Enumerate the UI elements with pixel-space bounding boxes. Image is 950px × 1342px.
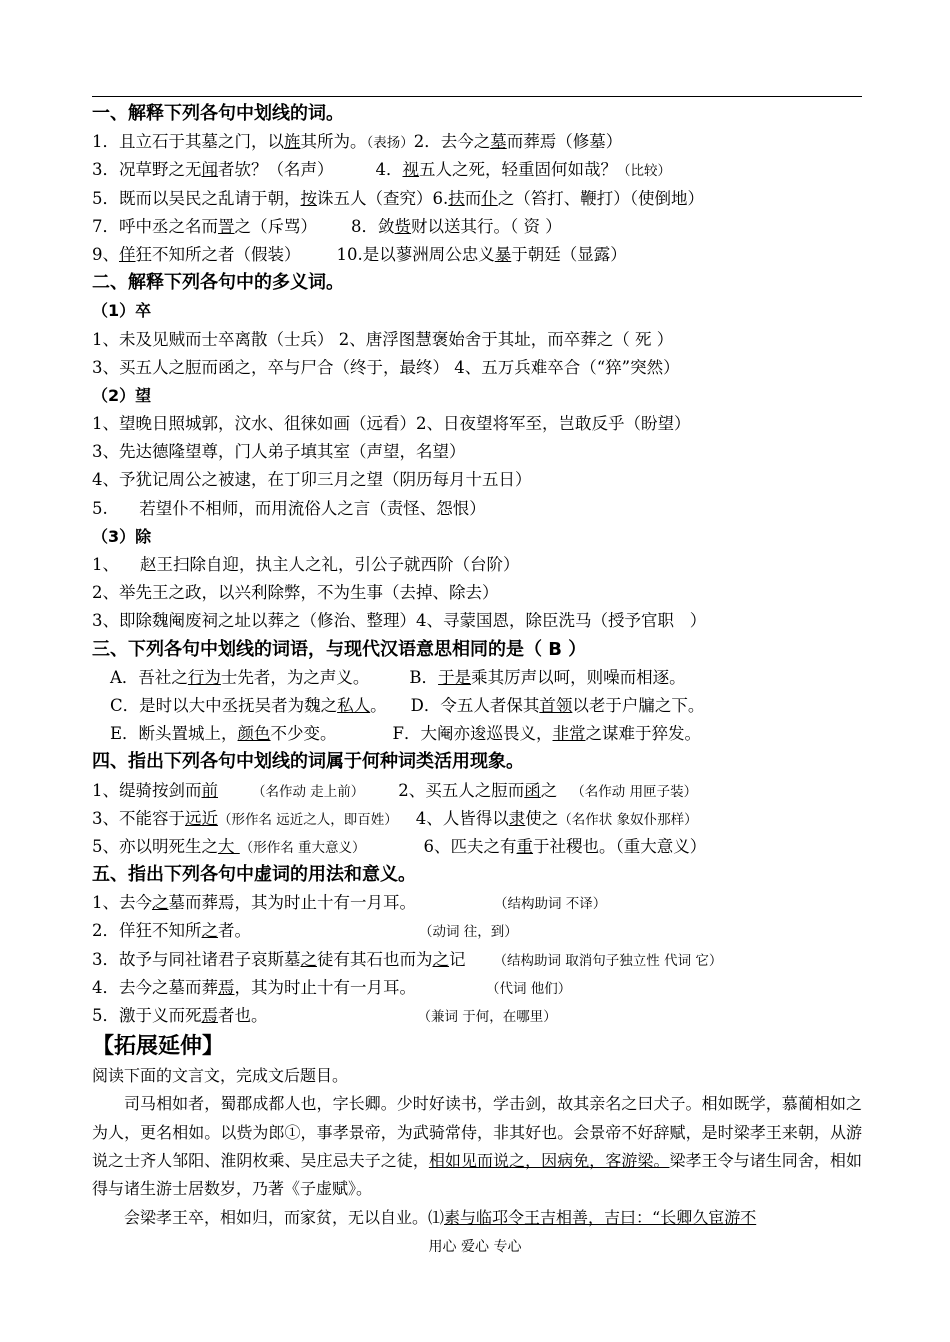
underlined-word: 詈 (218, 216, 235, 236)
answer: （名作动 走上前） (252, 783, 365, 800)
text: D．令五人者保其 (410, 695, 540, 715)
underlined-word: 佯 (119, 244, 136, 264)
underlined-word: 墓 (490, 132, 507, 152)
text: 5．既而以吴民之乱请于朝， (92, 188, 301, 208)
g3-line-2: 2、举先王之政，以兴利除弊，不为生事（去掉、除去） (92, 583, 499, 603)
text: 8．敛 (351, 216, 395, 236)
section-2-title: 二、解释下列各句中的多义词。 (92, 272, 344, 294)
answer: （代词 他们） (486, 980, 572, 997)
text: 4、人皆得以 (415, 808, 509, 828)
underlined-word: 行为 (187, 667, 221, 687)
underlined-word: 闻 (201, 160, 218, 180)
answer: （兼词 于何，在哪里） (417, 1009, 557, 1025)
g2-line-4: 5. 若望仆不相师，而用流俗人之言（责怪、怨恨） (92, 498, 486, 518)
section-5-title: 五、指出下列各句中虚词的用法和意义。 (92, 864, 416, 886)
text: 财以送其行。（ 资 ） (411, 216, 562, 236)
s3-options-ab (92, 664, 867, 692)
s1-line-1 (92, 128, 867, 156)
text: 士先者，为之声义。 (220, 667, 370, 687)
text: 2．去今之 (413, 132, 491, 152)
text: 于社稷也。（重大意义） (533, 836, 707, 856)
g2-line-3: 4、予犹记周公之被逮，在丁卯三月之望（阴历每月十五日） (92, 470, 532, 490)
group-2-label: （2）望 (92, 385, 152, 405)
underlined-word: 焉 (218, 977, 235, 997)
text: 狂不知所之者（假装） (135, 244, 301, 264)
text: 者。 (218, 921, 251, 941)
text: F．大阉亦逡巡畏义， (392, 724, 553, 744)
g3-line-3: 3、即除魏阉废祠之址以葬之（修治、整理）4、寻蒙国恩，除臣洗马（授予官职 ） (92, 611, 707, 631)
text: 记 (449, 949, 466, 969)
underlined-word: 暴 (494, 244, 512, 264)
text: 。 (370, 695, 387, 715)
underlined-word: 赀 (394, 216, 411, 236)
s5-line-3 (92, 946, 867, 974)
underlined-word: 于是 (438, 667, 472, 687)
s5-line-1 (92, 889, 867, 917)
text: A．吾社之 (110, 667, 188, 687)
text: 3、不能容于 (92, 808, 185, 828)
s3-options-cd (92, 692, 867, 720)
text: C．是时以大中丞抚吴者为魏之 (110, 695, 338, 715)
answer: （名作状 象奴仆那样） (558, 811, 698, 828)
underlined-sentence: 相如见而说之，因病免，客游梁。 (428, 1150, 670, 1170)
text: 而 (464, 188, 482, 208)
text: 五人之死，轻重固何如哉？ (419, 160, 617, 180)
text: 不少变。 (270, 724, 337, 744)
passage-paragraph-2 (92, 1204, 862, 1232)
answer: （动词 往，到） (419, 924, 518, 941)
underlined-word: 之 (201, 921, 218, 941)
text: 4．去今之墓而葬 (92, 977, 218, 997)
underlined-sentence: 素与临邛令王吉相善，吉曰：“长卿久宦游不 (444, 1207, 757, 1227)
underlined-word: 首领 (539, 695, 573, 715)
passage-text: 司马相如者，蜀郡成都人也，字长卿。少时好读书，学击剑，故其亲名之曰犬子。相如既学，慕蔺相如之为人，更名相如。以赀为郎①，事孝景帝，为武骑常侍，非其好也。会景帝不好辞赋，是时梁孝王来朝，从游说之士齐人邹阳、淮阴枚乘、吴庄忌夫子之徒， (92, 1094, 862, 1170)
text: 者欤？（名声） (218, 160, 334, 180)
text: 之 (540, 780, 558, 800)
passage-text: 会梁孝王卒，相如归，而家贫，无以自业。⑴ (124, 1207, 445, 1227)
text: 5．激于义而死 (92, 1006, 202, 1025)
g2-line-1: 1、望晚日照城郭，汶水、徂徕如画（远看）2、日夜望将军至，岂敢反乎（盼望） (92, 414, 691, 434)
s5-line-2 (92, 917, 867, 945)
text: 墓而葬焉，其为时止十有一月耳。 (168, 893, 416, 913)
underlined-word: 函 (524, 780, 541, 800)
underlined-word: 仆 (481, 188, 498, 208)
text: B． (409, 667, 439, 687)
text: 5、亦以明死生之 (92, 836, 218, 856)
text: 使之 (525, 808, 559, 828)
text: 9、 (92, 244, 119, 264)
text: 之（笞打、鞭打）（使倒地） (497, 188, 704, 208)
underlined-word: 焉 (201, 1006, 218, 1025)
text: ，其为时止十有一月耳。 (234, 977, 416, 997)
text: 乘其厉声以呵，则噪而相逐。 (471, 667, 686, 687)
underlined-word: 远近 (185, 808, 218, 828)
text: 3．故予与同社诸君子哀斯墓 (92, 949, 301, 969)
underlined-word: 前 (201, 780, 218, 800)
underlined-word: 按 (300, 188, 317, 208)
text: 1．且立石于其墓之门，以 (92, 132, 284, 152)
text: 1、去今 (92, 893, 152, 913)
s1-line-2 (92, 156, 867, 184)
text: 6、匹夫之有 (423, 836, 517, 856)
text: 2、买五人之脰而 (398, 780, 525, 800)
top-rule (92, 96, 862, 97)
group-1-label: （1）卒 (92, 301, 152, 321)
underlined-word: 扶 (448, 188, 465, 208)
s1-line-5 (92, 241, 867, 269)
s5-line-4 (92, 974, 867, 1002)
text: 2．佯狂不知所 (92, 921, 202, 941)
g3-line-1: 1、 赵王扫除自迎，执主人之礼，引公子就西阶（台阶） (92, 555, 520, 574)
underlined-word: 旌 (284, 132, 301, 152)
text: 诛五人（查究）6. (317, 188, 449, 208)
s4-line-1 (92, 777, 867, 805)
passage-text: 梁孝王令与诸生同舍，相如得与诸生游士居数岁，乃著《子虚赋》。 (92, 1150, 862, 1199)
text: 3．况草野之无 (92, 160, 202, 180)
text: 徒有其石也而为 (317, 949, 433, 969)
document-body (92, 100, 867, 1232)
underlined-word: 重 (516, 836, 534, 856)
text: 以老于户牖之下。 (572, 695, 705, 715)
underlined-word: 之 (152, 893, 169, 913)
extension-heading: 【拓展延伸】 (92, 1034, 225, 1060)
g2-line-2: 3、先达德隆望尊，门人弟子填其室（声望，名望） (92, 442, 466, 462)
underlined-word: 大 (218, 836, 240, 856)
answer: （表扬） (366, 135, 414, 152)
text: E．断头置城上， (110, 724, 238, 744)
underlined-word: 私人 (337, 695, 371, 715)
passage-paragraph-1 (92, 1090, 862, 1203)
underlined-word: 之 (300, 949, 317, 969)
reading-instruction: 阅读下面的文言文，完成文后题目。 (92, 1066, 349, 1086)
s4-line-2 (92, 805, 867, 833)
answer: （名作动 用匣子装） (571, 783, 698, 800)
text: 于朝廷（显露） (511, 244, 627, 264)
text: 其所为。 (300, 132, 367, 152)
g1-line-1: 1、未及见贼而士卒离散（士兵） 2、唐浮图慧褒始舍于其址，而卒葬之（ 死 ） (92, 329, 674, 349)
s3-options-ef (92, 720, 867, 748)
text: 之谋难于猝发。 (585, 724, 701, 744)
s1-line-4 (92, 213, 867, 241)
text: 者也。 (218, 1006, 268, 1025)
g1-line-2: 3、买五人之脰而函之，卒与尸合（终于，最终） 4、五万兵难卒合（“猝”突然） (92, 357, 680, 377)
answer: （形作名 重大意义） (239, 839, 366, 856)
answer: （比较） (617, 163, 671, 180)
s1-line-3 (92, 185, 867, 213)
underlined-word: 非常 (552, 724, 586, 744)
answer: （结构助词 不译） (494, 896, 607, 913)
text: 7．呼中丞之名而 (92, 216, 218, 236)
text: 10.是以蓼洲周公忠义 (336, 244, 495, 264)
section-4-title: 四、指出下列各句中划线的词属于何种词类活用现象。 (92, 751, 524, 773)
underlined-word: 之 (432, 949, 449, 969)
text: 4． (375, 160, 403, 180)
section-1-title: 一、解释下列各句中划线的词。 (92, 103, 344, 124)
section-3-title: 三、下列各句中划线的词语，与现代汉语意思相同的是（ B ） (92, 638, 587, 660)
s5-line-5 (92, 1002, 867, 1030)
answer: （形作名 远近之人，即百姓） (218, 811, 398, 828)
group-3-label: （3）除 (92, 526, 152, 546)
page-footer: 用心 爱心 专心 (428, 1239, 522, 1255)
text: 而葬焉（修墓） (506, 132, 623, 152)
text: 1、缇骑按剑而 (92, 780, 202, 800)
underlined-word: 隶 (508, 808, 526, 828)
underlined-word: 颜色 (237, 724, 271, 744)
text: 之（斥骂） (234, 216, 317, 236)
s4-line-3 (92, 833, 867, 861)
underlined-word: 视 (402, 160, 419, 180)
answer: （结构助词 取消句子独立性 代词 它） (493, 952, 723, 969)
